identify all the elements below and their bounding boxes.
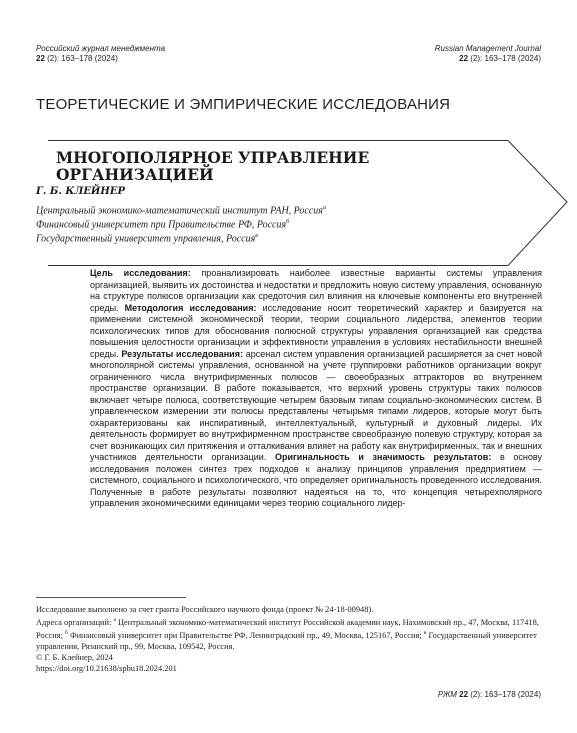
journal-name: Российский журнал менеджмента — [36, 44, 166, 53]
running-header-right — [435, 44, 541, 64]
abstract-originality-label: Оригинальность и значимость результатов: — [274, 452, 492, 462]
address-mark: б — [65, 629, 68, 636]
abstract-method-label: Методология исследования: — [124, 302, 257, 313]
issue-pages: (2): 163–178 (2024) — [47, 54, 118, 63]
address-mark: а — [113, 617, 116, 623]
doi-link[interactable]: https://doi.org/10.21638/spbu18.2024.201 — [36, 663, 177, 673]
affiliation-b: Финансовый университет при Правительстве РФ, Россия$^б$ — [36, 219, 290, 231]
abstract — [90, 268, 542, 510]
journal-name-en: Russian Management Journal — [434, 44, 541, 53]
footnote — [36, 604, 546, 674]
volume-en: 22 — [459, 54, 469, 63]
volume: 22 — [36, 54, 45, 63]
address-a: Центральный экономико-математический институт Российской академии наук, Нахимовский пр., 47, Москва, 117418, Россия; — [36, 617, 539, 640]
affiliation-mark: б — [286, 219, 290, 225]
grant-note: Исследование выполнено за счет гранта Российского научного фонда (проект № 24-18-00948). — [36, 605, 374, 614]
abstract-results-label: Результаты исследования: — [121, 348, 243, 359]
address-c: Государственный университет управления, Рязанский пр., 99, Москва, 109542, Россия. — [36, 630, 537, 651]
footer-volume: 22 — [459, 690, 469, 699]
address-mark: в — [423, 629, 427, 636]
running-header-left — [36, 44, 165, 64]
footer-journal: РЖМ — [437, 690, 457, 699]
page-footer — [438, 690, 541, 699]
abstract-method-text: исследование носит теоретический характер и базируется на применении системной экономической теории, теории социального лидерства, элементов теории психологических типов для обоснования полюсной структуры управления организацией как средства повышения целостности организации и эффективности управления в условиях нестабильности внешней среды. — [90, 302, 542, 359]
issue-info-en — [435, 54, 541, 64]
footnote-rule — [36, 597, 186, 598]
abstract-goal-label: Цель исследования: — [90, 268, 191, 278]
article-title-line1: МНОГОПОЛЯРНОЕ УПРАВЛЕНИЕ — [56, 148, 370, 167]
abstract-originality-text: в основу исследования положен синтез трех подходов к анализу принципов управления предприятием — системного, социального и психологического, что определяет оригинальность проведенного исследования. Полученные в работе результаты позволяют надеяться на то, что концепция четырехполярного управления экономическими единицами через теорию социального лидер- — [90, 452, 542, 508]
abstract-goal-text: проанализировать наиболее известные варианты системы управления организацией, выявить их достоинства и недостатки и предложить новую систему управления, основанную на структуре полюсов организации как средоточия сил влияния на ключевые компоненты его внутренней среды. — [90, 268, 542, 313]
addresses: Адреса организаций: $^а$ Центральный экономико-математический институт Российской академии наук, Нахимовский пр., 47, Москва, 117418, Россия; $^б$ Финансовый университет при Правительстве РФ, Ленинградский пр., 49, Москва, 125167, Россия; $^в$ Государственный университет управления, Рязанский пр., 99, Москва, 109542, Россия. — [36, 617, 539, 651]
article-title — [56, 149, 486, 183]
affiliation-mark: а — [322, 205, 326, 211]
author-name: Г. Б. КЛЕЙНЕР — [36, 186, 125, 197]
article-title-line2: ОРГАНИЗАЦИЕЙ — [56, 165, 214, 184]
address-b: Финансовый университет при Правительстве РФ, Ленинградский пр., 49, Москва, 125167, Россия; — [69, 630, 422, 640]
footer-issue-pages: (2): 163–178 (2024) — [470, 690, 541, 699]
affiliation-c: Государственный университет управления, Россия$^в$ — [36, 233, 258, 245]
copyright: © Г. Б. Клейнер, 2024 — [36, 652, 113, 662]
issue-info — [36, 54, 165, 64]
affiliation-a: Центральный экономико-математический институт РАН, Россия$^а$ — [36, 205, 326, 217]
abstract-results-text: арсенал систем управления организацией расширяется за счет новой многополярной системы управления, основанной на учете группировки работников организации вокруг ограниченного числа внутрифирменных полюсов — своеобразных аттракторов во внутреннем пространстве организации. В работе показывается, что верхний уровень структуры таких полюсов включает четыре полюса, соответствующие четырем базовым типам социально-экономических систем. В управленческом измерении эти полюсы представлены четырьмя типами лидеров, которые могут быть охарактеризованы как инспиративный, интеллектуальный, культурный и духовный лидеры. Их деятельность формирует во внутрифирменном пространстве своеобразную полевую структуру, которая за счет возникающих сил притяжения и отталкивания влияет на работу как внутрифирменных, так и внешних участников деятельности организации. — [90, 348, 542, 462]
section-heading: ТЕОРЕТИЧЕСКИЕ И ЭМПИРИЧЕСКИЕ ИССЛЕДОВАНИЯ — [36, 96, 451, 113]
affiliation-mark: в — [255, 233, 258, 239]
issue-pages-en: (2): 163–178 (2024) — [470, 54, 541, 63]
